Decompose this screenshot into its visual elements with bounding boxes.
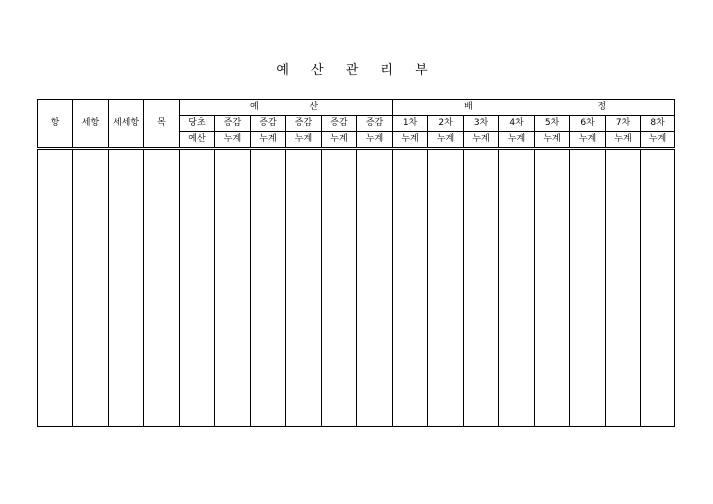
body-cell-allocation-3[interactable] — [464, 149, 499, 427]
allocation-col-7-bottom: 누계 — [606, 132, 641, 149]
budget-ledger-table — [37, 99, 675, 427]
header-budget-group — [180, 100, 393, 116]
allocation-col-2-top: 2차 — [428, 116, 464, 132]
allocation-col-2-bottom: 누계 — [428, 132, 464, 149]
budget-col-1-bottom: 예산 — [180, 132, 215, 149]
allocation-col-8-bottom: 누계 — [641, 132, 675, 149]
header-sehang: 세항 — [73, 100, 109, 149]
body-cell-sehang[interactable] — [73, 149, 109, 427]
body-cell-budget-5[interactable] — [322, 149, 357, 427]
budget-group-char-1: 예 — [250, 102, 259, 112]
budget-col-5-top: 증감 — [322, 116, 357, 132]
allocation-col-4-bottom: 누계 — [499, 132, 535, 149]
body-cell-allocation-5[interactable] — [535, 149, 570, 427]
budget-col-5-bottom: 누계 — [322, 132, 357, 149]
body-cell-budget-2[interactable] — [215, 149, 251, 427]
budget-col-4-bottom: 누계 — [286, 132, 322, 149]
budget-col-3-top: 증감 — [251, 116, 286, 132]
body-cell-hang[interactable] — [38, 149, 73, 427]
allocation-col-1-top: 1차 — [393, 116, 428, 132]
allocation-col-8-top: 8차 — [641, 116, 675, 132]
allocation-col-5-top: 5차 — [535, 116, 570, 132]
table-body-row — [38, 149, 675, 427]
allocation-col-6-top: 6차 — [570, 116, 606, 132]
budget-col-6-bottom: 누계 — [357, 132, 393, 149]
body-cell-allocation-1[interactable] — [393, 149, 428, 427]
body-cell-budget-3[interactable] — [251, 149, 286, 427]
body-cell-budget-1[interactable] — [180, 149, 215, 427]
budget-col-4-top: 증감 — [286, 116, 322, 132]
header-mok: 목 — [144, 100, 180, 149]
body-cell-allocation-4[interactable] — [499, 149, 535, 427]
body-cell-sesehang[interactable] — [109, 149, 144, 427]
body-cell-allocation-6[interactable] — [570, 149, 606, 427]
body-cell-budget-6[interactable] — [357, 149, 393, 427]
body-cell-allocation-8[interactable] — [641, 149, 675, 427]
allocation-col-6-bottom: 누계 — [570, 132, 606, 149]
body-cell-budget-4[interactable] — [286, 149, 322, 427]
header-hang: 항 — [38, 100, 73, 149]
budget-col-3-bottom: 누계 — [251, 132, 286, 149]
budget-col-1-top: 당초 — [180, 116, 215, 132]
allocation-col-1-bottom: 누계 — [393, 132, 428, 149]
budget-col-2-top: 증감 — [215, 116, 251, 132]
allocation-col-3-bottom: 누계 — [464, 132, 499, 149]
allocation-col-5-bottom: 누계 — [535, 132, 570, 149]
body-cell-mok[interactable] — [144, 149, 180, 427]
body-cell-allocation-7[interactable] — [606, 149, 641, 427]
header-sesehang: 세세항 — [109, 100, 144, 149]
allocation-col-3-top: 3차 — [464, 116, 499, 132]
budget-col-6-top: 증감 — [357, 116, 393, 132]
header-allocation-group — [393, 100, 675, 116]
allocation-col-4-top: 4차 — [499, 116, 535, 132]
budget-col-2-bottom: 누계 — [215, 132, 251, 149]
allocation-group-char-1: 배 — [464, 102, 473, 112]
body-cell-allocation-2[interactable] — [428, 149, 464, 427]
allocation-col-7-top: 7차 — [606, 116, 641, 132]
budget-group-char-2: 산 — [309, 102, 319, 112]
allocation-group-char-2: 정 — [597, 102, 607, 112]
page-title: 예 산 관 리 부 — [276, 63, 437, 78]
